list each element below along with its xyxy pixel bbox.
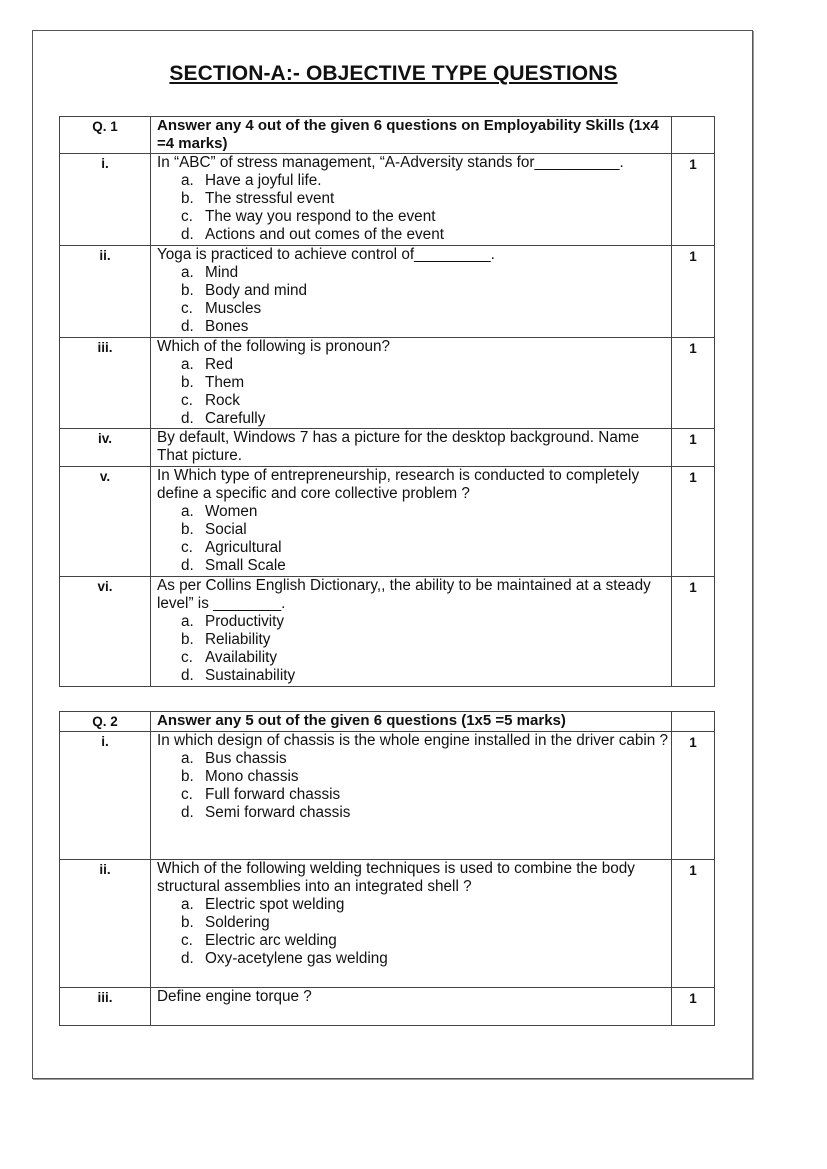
options-list	[157, 503, 671, 575]
option-text: Carefully	[205, 410, 266, 427]
item-marks: 1	[672, 338, 715, 429]
q1-item-row	[60, 429, 715, 467]
option-letter: d.	[181, 410, 194, 427]
item-marks: 1	[672, 154, 715, 246]
option-text: Electric arc welding	[205, 932, 337, 949]
item-marks: 1	[672, 732, 715, 860]
option-item	[181, 613, 671, 631]
option-item	[181, 804, 671, 822]
option-letter: c.	[181, 932, 193, 949]
option-text: Sustainability	[205, 667, 296, 684]
question-text: Yoga is practiced to achieve control of_________.	[157, 246, 495, 263]
option-item	[181, 503, 671, 521]
item-marks: 1	[672, 860, 715, 988]
option-letter: a.	[181, 172, 194, 189]
option-text: Women	[205, 503, 258, 520]
option-text: Electric spot welding	[205, 896, 345, 913]
option-text: Them	[205, 374, 245, 391]
q1-table	[59, 116, 715, 687]
option-letter: c.	[181, 649, 193, 666]
question-text: As per Collins English Dictionary,, the ability to be maintained at a steady level” is ________.	[157, 577, 651, 612]
option-item	[181, 521, 671, 539]
option-text: Reliability	[205, 631, 271, 648]
option-letter: d.	[181, 804, 194, 821]
option-letter: b.	[181, 374, 194, 391]
q1-header-row	[60, 117, 715, 154]
option-text: Small Scale	[205, 557, 286, 574]
option-item	[181, 190, 671, 208]
item-number: i.	[60, 154, 151, 246]
question-text: In Which type of entrepreneurship, research is conducted to completely define a specific and core collective problem ?	[157, 467, 640, 502]
option-text: Availability	[205, 649, 277, 666]
option-text: Full forward chassis	[205, 786, 341, 803]
option-letter: d.	[181, 557, 194, 574]
item-cell	[151, 467, 672, 577]
option-letter: b.	[181, 521, 194, 538]
item-cell	[151, 577, 672, 687]
option-item	[181, 932, 671, 950]
option-item	[181, 226, 671, 244]
question-text: Define engine torque ?	[157, 988, 312, 1005]
q1-item-row	[60, 246, 715, 338]
option-item	[181, 914, 671, 932]
options-list	[157, 172, 671, 244]
question-text: By default, Windows 7 has a picture for the desktop background. Name That picture.	[157, 429, 640, 464]
option-item	[181, 649, 671, 667]
option-text: Oxy-acetylene gas welding	[205, 950, 388, 967]
option-letter: a.	[181, 613, 194, 630]
option-item	[181, 750, 671, 768]
option-text: Mind	[205, 264, 239, 281]
option-item	[181, 208, 671, 226]
option-letter: b.	[181, 282, 194, 299]
item-cell	[151, 338, 672, 429]
option-letter: d.	[181, 950, 194, 967]
q2-header-marks-cell	[672, 712, 715, 732]
option-item	[181, 392, 671, 410]
options-list	[157, 613, 671, 685]
option-text: Rock	[205, 392, 240, 409]
option-letter: b.	[181, 914, 194, 931]
option-letter: a.	[181, 896, 194, 913]
q1-item-row	[60, 154, 715, 246]
options-list	[157, 264, 671, 336]
option-item	[181, 950, 671, 968]
option-item	[181, 786, 671, 804]
option-text: The way you respond to the event	[205, 208, 436, 225]
option-item	[181, 768, 671, 786]
option-text: Bones	[205, 318, 249, 335]
option-item	[181, 318, 671, 336]
item-cell	[151, 429, 672, 467]
item-number: iv.	[60, 429, 151, 467]
option-letter: a.	[181, 264, 194, 281]
option-text: Red	[205, 356, 234, 373]
item-cell	[151, 988, 672, 1026]
q1-item-row	[60, 577, 715, 687]
q2-header-row	[60, 712, 715, 732]
option-text: Productivity	[205, 613, 285, 630]
option-text: Have a joyful life.	[205, 172, 322, 189]
q2-item-row	[60, 988, 715, 1026]
q1-instructions: Answer any 4 out of the given 6 questions on Employability Skills (1x4 =4 marks)	[151, 117, 672, 154]
item-number: ii.	[60, 246, 151, 338]
option-letter: c.	[181, 392, 193, 409]
option-letter: a.	[181, 503, 194, 520]
option-text: Social	[205, 521, 247, 538]
item-number: iii.	[60, 338, 151, 429]
q2-item-row	[60, 860, 715, 988]
q1-item-row	[60, 467, 715, 577]
q2-item-row	[60, 732, 715, 860]
item-number: ii.	[60, 860, 151, 988]
item-cell	[151, 860, 672, 988]
section-title: SECTION-A:- OBJECTIVE TYPE QUESTIONS	[169, 62, 618, 85]
option-text: Soldering	[205, 914, 270, 931]
option-item	[181, 282, 671, 300]
option-letter: d.	[181, 318, 194, 335]
option-letter: a.	[181, 750, 194, 767]
option-text: Muscles	[205, 300, 262, 317]
option-letter: c.	[181, 539, 193, 556]
option-text: The stressful event	[205, 190, 335, 207]
q2-number: Q. 2	[60, 712, 151, 732]
option-text: Mono chassis	[205, 768, 299, 785]
options-list	[157, 750, 671, 822]
item-cell	[151, 732, 672, 860]
item-number: v.	[60, 467, 151, 577]
option-letter: b.	[181, 190, 194, 207]
option-item	[181, 374, 671, 392]
item-number: iii.	[60, 988, 151, 1026]
option-letter: b.	[181, 768, 194, 785]
question-text: Which of the following welding techniques is used to combine the body structural assemblies into an integrated shell ?	[157, 860, 635, 895]
option-letter: c.	[181, 208, 193, 225]
q1-header-marks-cell	[672, 117, 715, 154]
item-marks: 1	[672, 246, 715, 338]
item-cell	[151, 246, 672, 338]
option-item	[181, 410, 671, 428]
item-number: vi.	[60, 577, 151, 687]
item-cell	[151, 154, 672, 246]
item-marks: 1	[672, 467, 715, 577]
option-item	[181, 300, 671, 318]
option-text: Semi forward chassis	[205, 804, 351, 821]
question-text: In which design of chassis is the whole engine installed in the driver cabin ?	[157, 732, 669, 749]
item-marks: 1	[672, 988, 715, 1026]
option-letter: c.	[181, 786, 193, 803]
question-text: In “ABC” of stress management, “A-Adversity stands for__________.	[157, 154, 624, 171]
option-item	[181, 356, 671, 374]
item-number: i.	[60, 732, 151, 860]
option-item	[181, 172, 671, 190]
options-list	[157, 356, 671, 428]
option-item	[181, 264, 671, 282]
option-item	[181, 557, 671, 575]
option-letter: b.	[181, 631, 194, 648]
option-letter: d.	[181, 667, 194, 684]
item-marks: 1	[672, 429, 715, 467]
q2-instructions: Answer any 5 out of the given 6 questions (1x5 =5 marks)	[151, 712, 672, 732]
q1-item-row	[60, 338, 715, 429]
item-marks: 1	[672, 577, 715, 687]
option-letter: a.	[181, 356, 194, 373]
option-text: Agricultural	[205, 539, 282, 556]
option-letter: d.	[181, 226, 194, 243]
q2-table	[59, 711, 715, 1026]
option-item	[181, 631, 671, 649]
q1-number: Q. 1	[60, 117, 151, 154]
option-text: Actions and out comes of the event	[205, 226, 444, 243]
option-item	[181, 896, 671, 914]
option-item	[181, 539, 671, 557]
option-text: Body and mind	[205, 282, 308, 299]
options-list	[157, 896, 671, 968]
option-item	[181, 667, 671, 685]
question-text: Which of the following is pronoun?	[157, 338, 390, 355]
option-letter: c.	[181, 300, 193, 317]
option-text: Bus chassis	[205, 750, 287, 767]
